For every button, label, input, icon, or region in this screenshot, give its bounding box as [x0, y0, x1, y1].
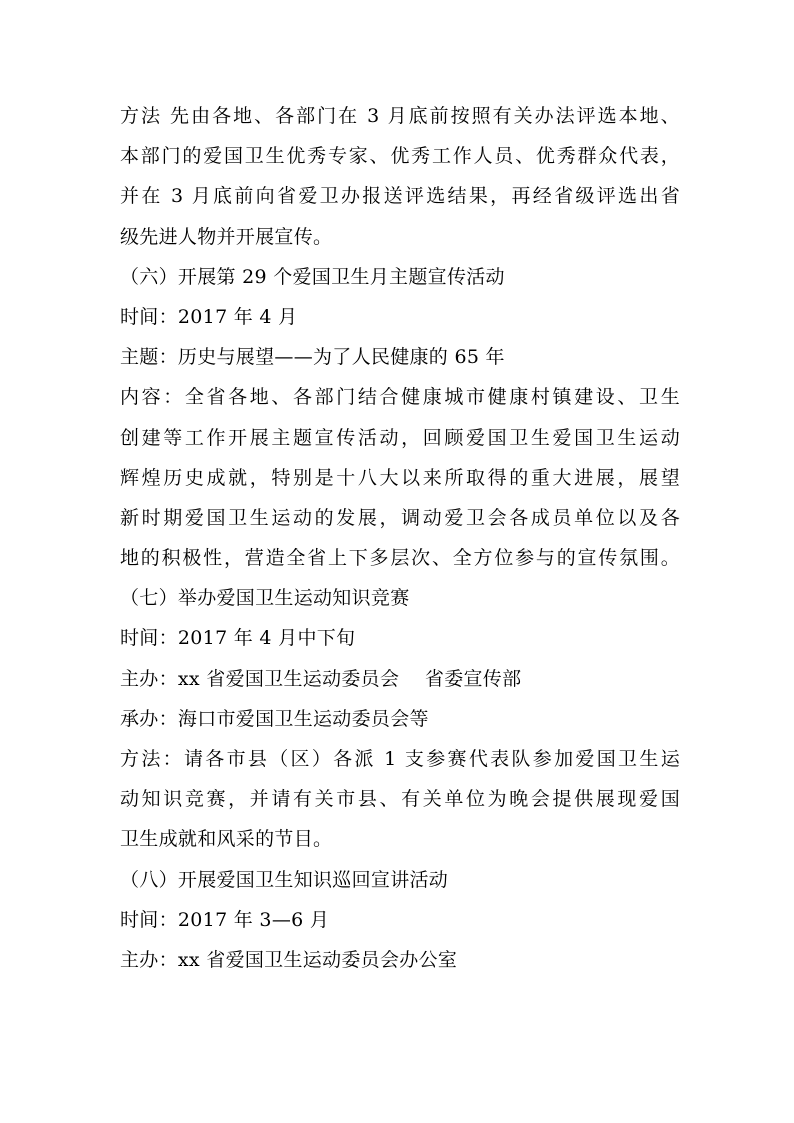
text-line: 主办：xx 省爱国卫生运动委员会办公室	[120, 948, 458, 971]
section-heading: （八）开展爱国卫生知识巡回宣讲活动	[120, 868, 449, 891]
text-line: 创建等工作开展主题宣传活动，回顾爱国卫生爱国卫生运动	[120, 426, 680, 449]
text-line: 时间：2017 年 3—6 月	[120, 908, 330, 931]
text-line: 时间：2017 年 4 月	[120, 305, 298, 328]
text-line: 内容：全省各地、各部门结合健康城市健康村镇建设、卫生	[120, 386, 680, 409]
text-line: 主办：xx 省爱国卫生运动委员会 省委宣传部	[120, 667, 522, 690]
text-line: 本部门的爱国卫生优秀专家、优秀工作人员、优秀群众代表，	[120, 145, 680, 168]
section-heading: （七）举办爱国卫生运动知识竞赛	[120, 587, 410, 610]
text-line: 地的积极性，营造全省上下多层次、全方位参与的宣传氛围。	[120, 547, 680, 570]
text-line: 动知识竞赛，并请有关市县、有关单位为晚会提供展现爱国	[120, 788, 680, 811]
text-line: 级先进人物并开展宣传。	[120, 225, 333, 248]
text-line: 辉煌历史成就，特别是十八大以来所取得的重大进展，展望	[120, 466, 680, 489]
text-line: 新时期爱国卫生运动的发展，调动爱卫会各成员单位以及各	[120, 506, 680, 529]
text-line: 承办：海口市爱国卫生运动委员会等	[120, 707, 429, 730]
text-line: 并在 3 月底前向省爱卫办报送评选结果，再经省级评选出省	[120, 185, 680, 208]
text-line: 方法 先由各地、各部门在 3 月底前按照有关办法评选本地、	[120, 105, 680, 127]
document-body	[120, 96, 680, 980]
text-line: 方法：请各市县（区）各派 1 支参赛代表队参加爱国卫生运	[120, 748, 680, 770]
text-line: 时间：2017 年 4 月中下旬	[120, 627, 356, 650]
section-heading: （六）开展第 29 个爱国卫生月主题宣传活动	[120, 265, 505, 288]
text-line: 卫生成就和风采的节目。	[120, 828, 333, 851]
text-line: 主题：历史与展望——为了人民健康的 65 年	[120, 346, 505, 369]
